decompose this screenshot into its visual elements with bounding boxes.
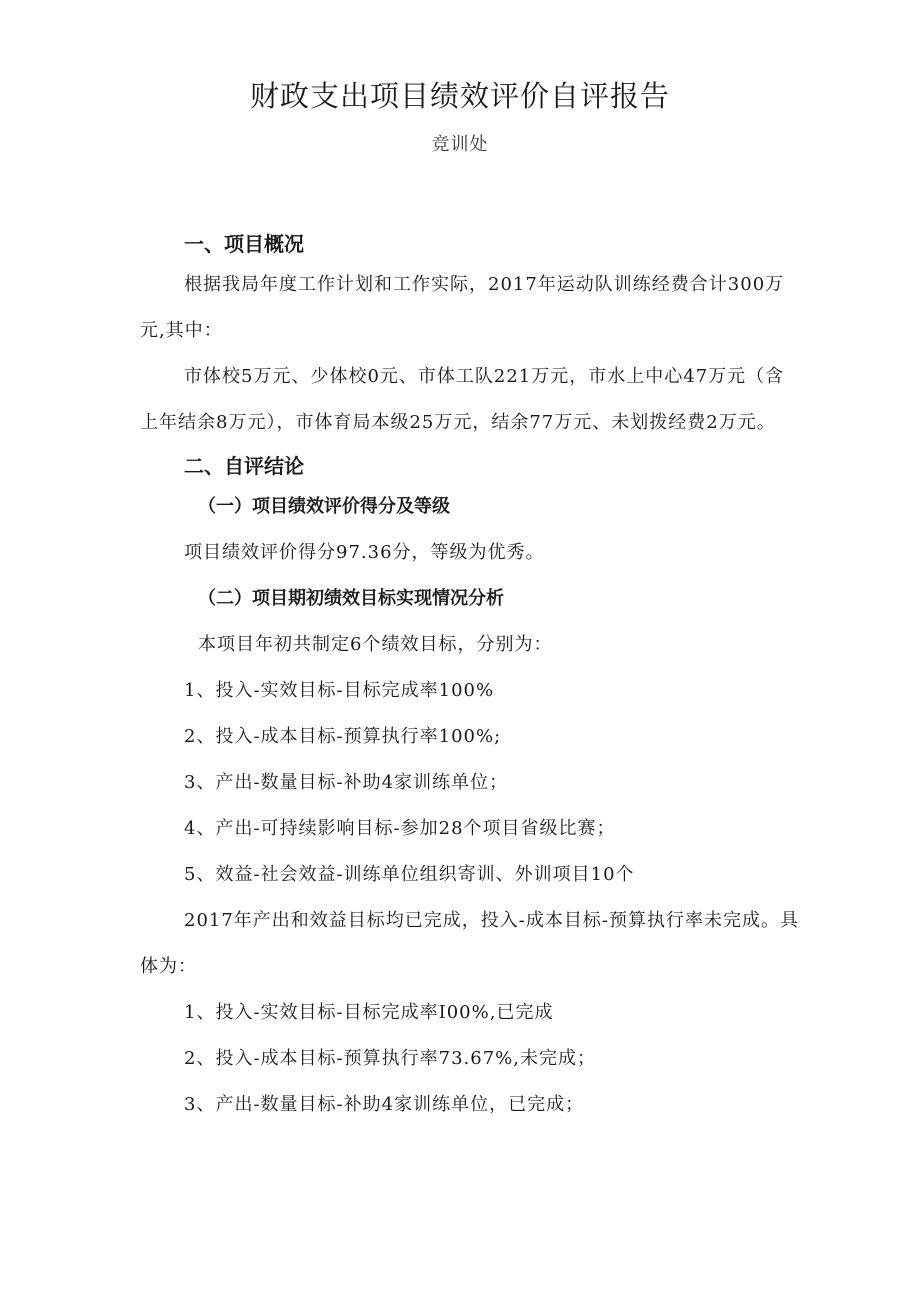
overview-paragraph-2: 市体校5万元、少体校0元、市体工队221万元，市水上中心47万元（含上年结余8万元），市体育局本级25万元，结余77万元、未划拨经费2万元。 [140, 366, 785, 433]
result-item: 1、投入-实效目标-目标完成率I00%,已完成 [184, 1002, 554, 1023]
goal-item: 4、产出-可持续影响目标-参加28个项目省级比赛； [184, 818, 616, 839]
goal-item: 5、效益-社会效益-训练单位组织寄训、外训项目10个 [184, 864, 635, 885]
section-heading-conclusion: 二、自评结论 [184, 454, 304, 478]
score-paragraph: 项目绩效评价得分97.36分，等级为优秀。 [184, 542, 545, 563]
document-body [140, 226, 800, 1128]
subsection-heading-score: （一）项目绩效评价得分及等级 [198, 496, 450, 517]
goal-item: 2、投入-成本目标-预算执行率100%; [184, 726, 502, 747]
document-title: 财政支出项目绩效评价自评报告 [249, 79, 670, 113]
section-heading-overview: 一、项目概况 [184, 232, 304, 256]
goal-item: 3、产出-数量目标-补助4家训练单位； [184, 772, 509, 793]
results-summary: 2017年产出和效益目标均已完成，投入-成本目标-预算执行率未完成。具体为： [140, 910, 799, 977]
result-item: 2、投入-成本目标-预算执行率73.67%,未完成； [184, 1048, 596, 1069]
goals-intro: 本项目年初共制定6个绩效目标，分别为： [198, 634, 553, 655]
overview-paragraph-1: 根据我局年度工作计划和工作实际，2017年运动队训练经费合计300万元,其中： [140, 274, 785, 341]
goal-item: 1、投入-实效目标-目标完成率100% [184, 680, 495, 701]
department-name: 竞训处 [431, 134, 489, 155]
subsection-heading-goals: （二）项目期初绩效目标实现情况分析 [198, 588, 504, 609]
result-item: 3、产出-数量目标-补助4家训练单位，已完成； [184, 1094, 585, 1115]
